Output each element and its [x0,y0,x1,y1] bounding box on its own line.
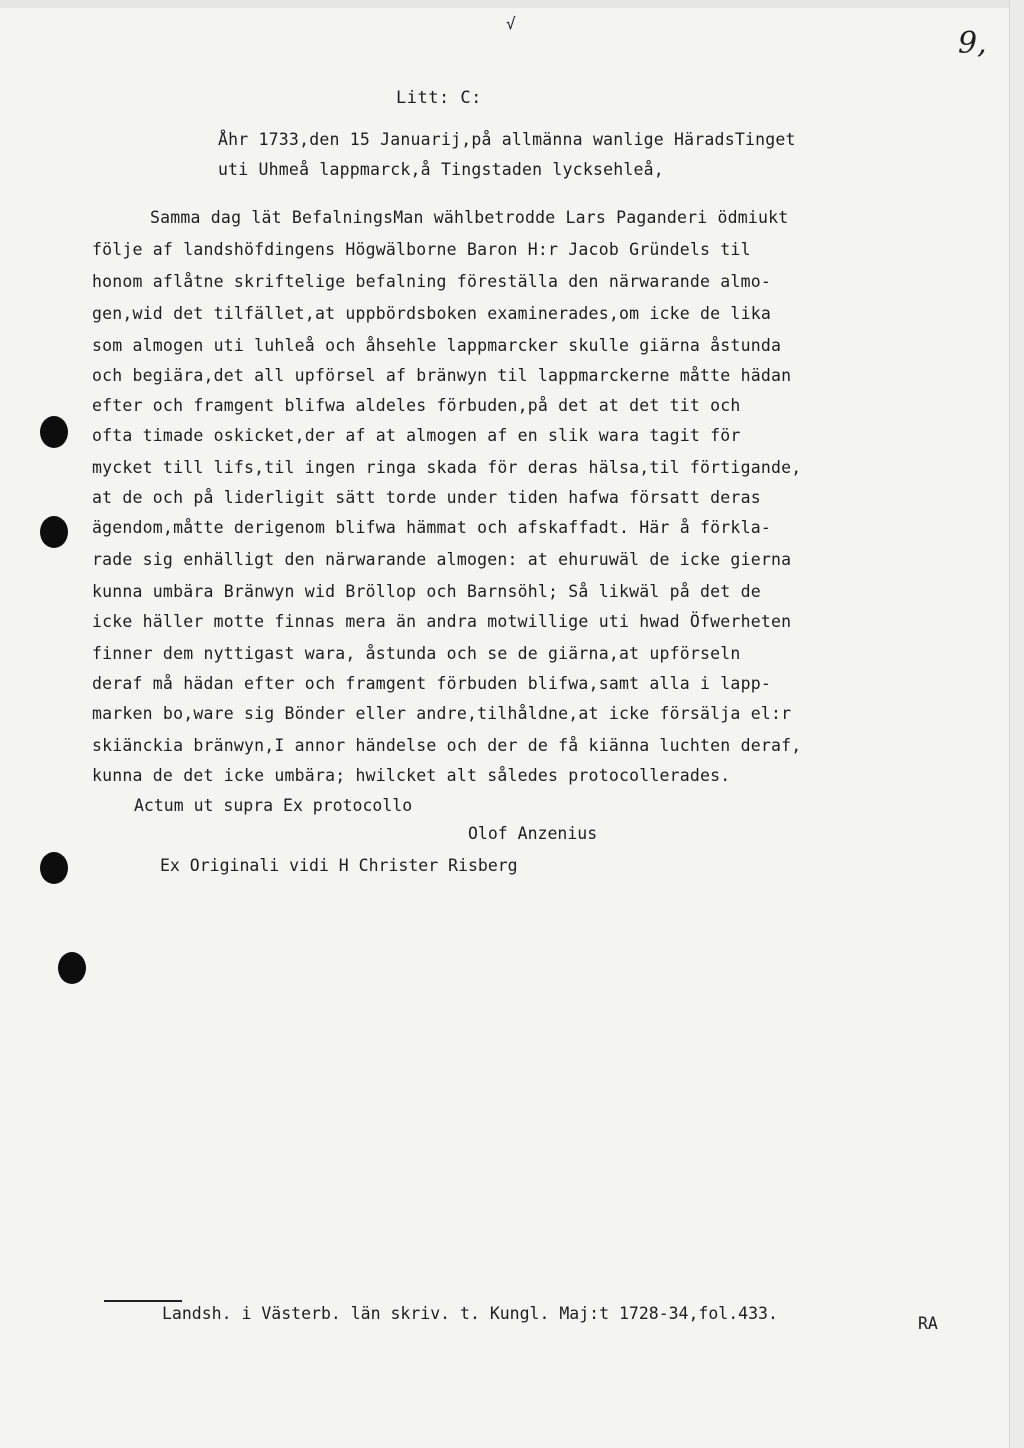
text-line: rade sig enhälligt den närwarande almogen: at ehuruwäl de icke gierna [92,550,792,569]
text-line: uti Uhmeå lappmarck,å Tingstaden lycksehleå, [218,160,664,179]
check-mark: √ [506,14,516,33]
punch-hole [40,416,68,448]
text-line: mycket till lifs,til ingen ringa skada för deras hälsa,til förtigande, [92,458,802,477]
text-line: och begiära,det all upförsel af bränwyn til lappmarckerne måtte hädan [92,366,792,385]
text-line: finner dem nyttigast wara, åstunda och se de giärna,at upförseln [92,644,741,663]
text-line: Åhr 1733,den 15 Januarij,på allmänna wanlige HäradsTinget [218,130,796,149]
footer-rule [104,1300,182,1302]
punch-hole [40,516,68,548]
punch-hole [58,952,86,984]
text-line: icke häller motte finnas mera än andra motwillige uti hwad Öfwerheten [92,612,792,631]
text-line: ägendom,måtte derigenom blifwa hämmat och afskaffadt. Här å förkla- [92,518,771,537]
document-heading: Litt: C: [396,88,482,108]
text-line: gen,wid det tilfället,at uppbördsboken examinerades,om icke de lika [92,304,771,323]
text-line: at de och på liderligit sätt torde under tiden hafwa försatt deras [92,488,761,507]
text-line: efter och framgent blifwa aldeles förbuden,på det at det tit och [92,396,741,415]
text-line: följe af landshöfdingens Högwälborne Baron H:r Jacob Gründels til [92,240,751,259]
text-line: Samma dag lät BefalningsMan wählbetrodde Lars Paganderi ödmiukt [150,208,789,227]
archive-abbrev: RA [918,1314,938,1333]
signatory-name: Olof Anzenius [468,824,598,843]
scan-edge-top [0,0,1024,8]
attestation-line: Ex Originali vidi H Christer Risberg [160,856,518,875]
text-line: skiänckia bränwyn,I annor händelse och der de få kiänna luchten deraf, [92,736,802,755]
text-line: kunna umbära Bränwyn wid Bröllop och Barnsöhl; Så likwäl på det de [92,582,761,601]
punch-hole [40,852,68,884]
folio-number: 9, [958,26,987,61]
source-reference: Landsh. i Västerb. län skriv. t. Kungl. Maj:t 1728-34,fol.433. [162,1304,778,1323]
scan-edge-right [1009,0,1024,1448]
text-line: deraf må hädan efter och framgent förbuden blifwa,samt alla i lapp- [92,674,771,693]
actum-line: Actum ut supra Ex protocollo [134,796,413,815]
text-line: honom aflåtne skriftelige befalning föreställa den närwarande almo- [92,272,771,291]
text-line: kunna de det icke umbära; hwilcket alt således protocollerades. [92,766,731,785]
text-line: ofta timade oskicket,der af at almogen af en slik wara tagit för [92,426,741,445]
text-line: som almogen uti luhleå och åhsehle lappmarcker skulle giärna åstunda [92,336,782,355]
text-line: marken bo,ware sig Bönder eller andre,tilhåldne,at icke försälja el:r [92,704,792,723]
